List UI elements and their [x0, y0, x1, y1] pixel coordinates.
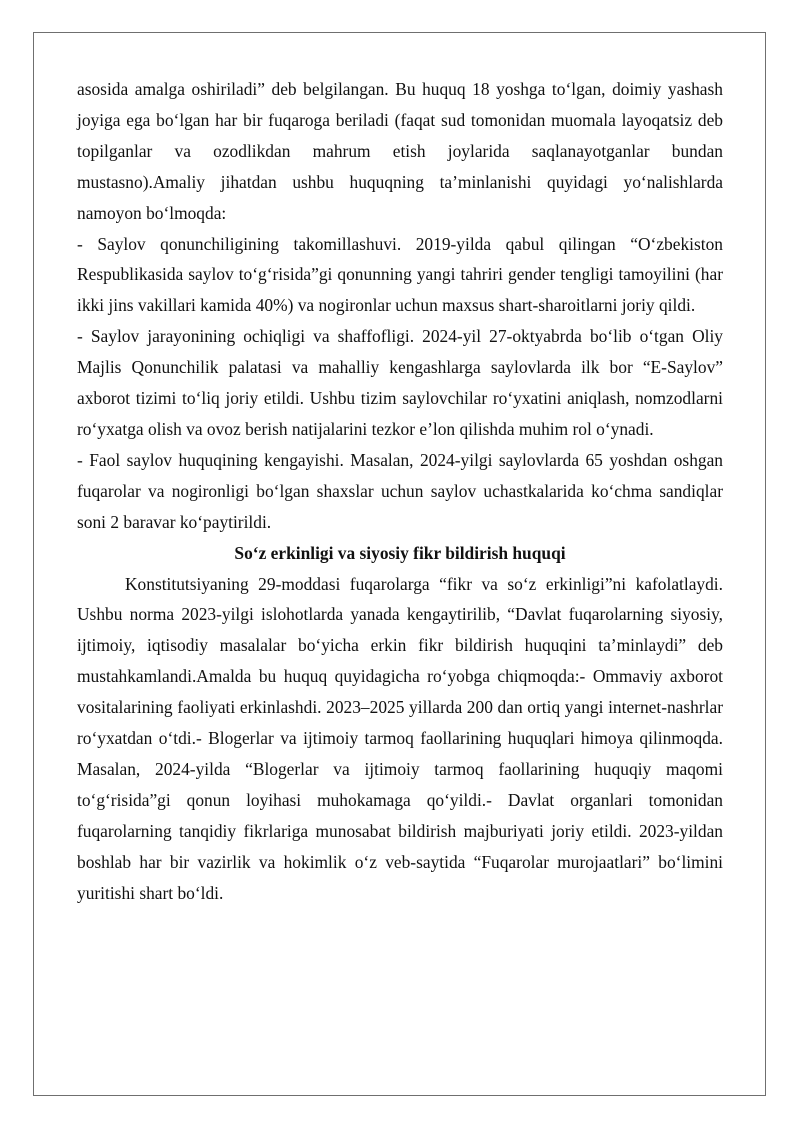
document-body — [77, 74, 723, 908]
paragraph-soz-erkinligi: Konstitutsiyaning 29-moddasi fuqarolarga “fikr va so‘z erkinligi”ni kafolatlaydi. Ushbu norma 2023-yilgi islohotlarda yanada kengaytirilib, “Davlat fuqarolarning siyosiy, ijtimoiy, iqtisodiy masalalar bo‘yicha erkin fikr bildirish huquqini ta’minlaydi” deb mustahkamlandi.Amalda bu huquq quyidagicha ro‘yobga chiqmoqda:- Ommaviy axborot vositalarining faoliyati erkinlashdi. 2023–2025 yillarda 200 dan ortiq yangi internet-nashrlar ro‘yxatdan o‘tdi.- Blogerlar va ijtimoiy tarmoq faollarining huquqlari himoya qilinmoqda. Masalan, 2024-yilda “Blogerlar va ijtimoiy tarmoq faollarining huquqiy maqomi to‘g‘risida”gi qonun loyihasi muhokamaga qo‘yildi.- Davlat organlari tomonidan fuqarolarning tanqidiy fikrlariga munosabat bildirish majburiyati joriy etildi. 2023-yildan boshlab har bir vazirlik va hokimlik o‘z veb-saytida “Fuqarolar murojaatlari” bo‘limini yuritishi shart bo‘ldi. — [77, 573, 723, 903]
paragraph-saylov-ochiqligi: - Saylov jarayonining ochiqligi va shaffofligi. 2024-yil 27-oktyabrda bo‘lib o‘tgan Oliy Majlis Qonunchilik palatasi va mahalliy kengashlarga saylovlarda ilk bor “E-Saylov” axborot tizimi to‘liq joriy etildi. Ushbu tizim saylovchilar ro‘yxatini aniqlash, nomzodlarni ro‘yxatga olish va ovoz berish natijalarini tezkor e’lon qilishda muhim rol o‘ynadi. — [77, 326, 723, 439]
section-heading: So‘z erkinligi va siyosiy fikr bildirish huquqi — [234, 542, 566, 563]
paragraph-intro: asosida amalga oshiriladi” deb belgilangan. Bu huquq 18 yoshga to‘lgan, doimiy yashash joyiga ega bo‘lgan har bir fuqaroga beriladi (faqat sud tomonidan muomala layoqatsiz deb topilganlar va ozodlikdan mahrum etish joylarida saqlanayotganlar bundan mustasno).Amaliy jihatdan ushbu huquqning ta’minlanishi quyidagi yo‘nalishlarda namoyon bo‘lmoqda: — [77, 79, 723, 223]
paragraph-faol-saylov-huquqi: - Faol saylov huquqining kengayishi. Masalan, 2024-yilgi saylovlarda 65 yoshdan oshgan fuqarolar va nogironligi bo‘lgan shaxslar uchun saylov uchastkalarida ko‘chma sandiqlar soni 2 baravar ko‘paytirildi. — [77, 449, 723, 532]
paragraph-saylov-qonunchiligi: - Saylov qonunchiligining takomillashuvi. 2019-yilda qabul qilingan “O‘zbekiston Respublikasida saylov to‘g‘risida”gi qonunning yangi tahriri gender tengligi tamoyilini (har ikki jins vakillari kamida 40%) va nogironlar uchun maxsus shart-sharoitlarni joriy qildi. — [77, 233, 723, 316]
